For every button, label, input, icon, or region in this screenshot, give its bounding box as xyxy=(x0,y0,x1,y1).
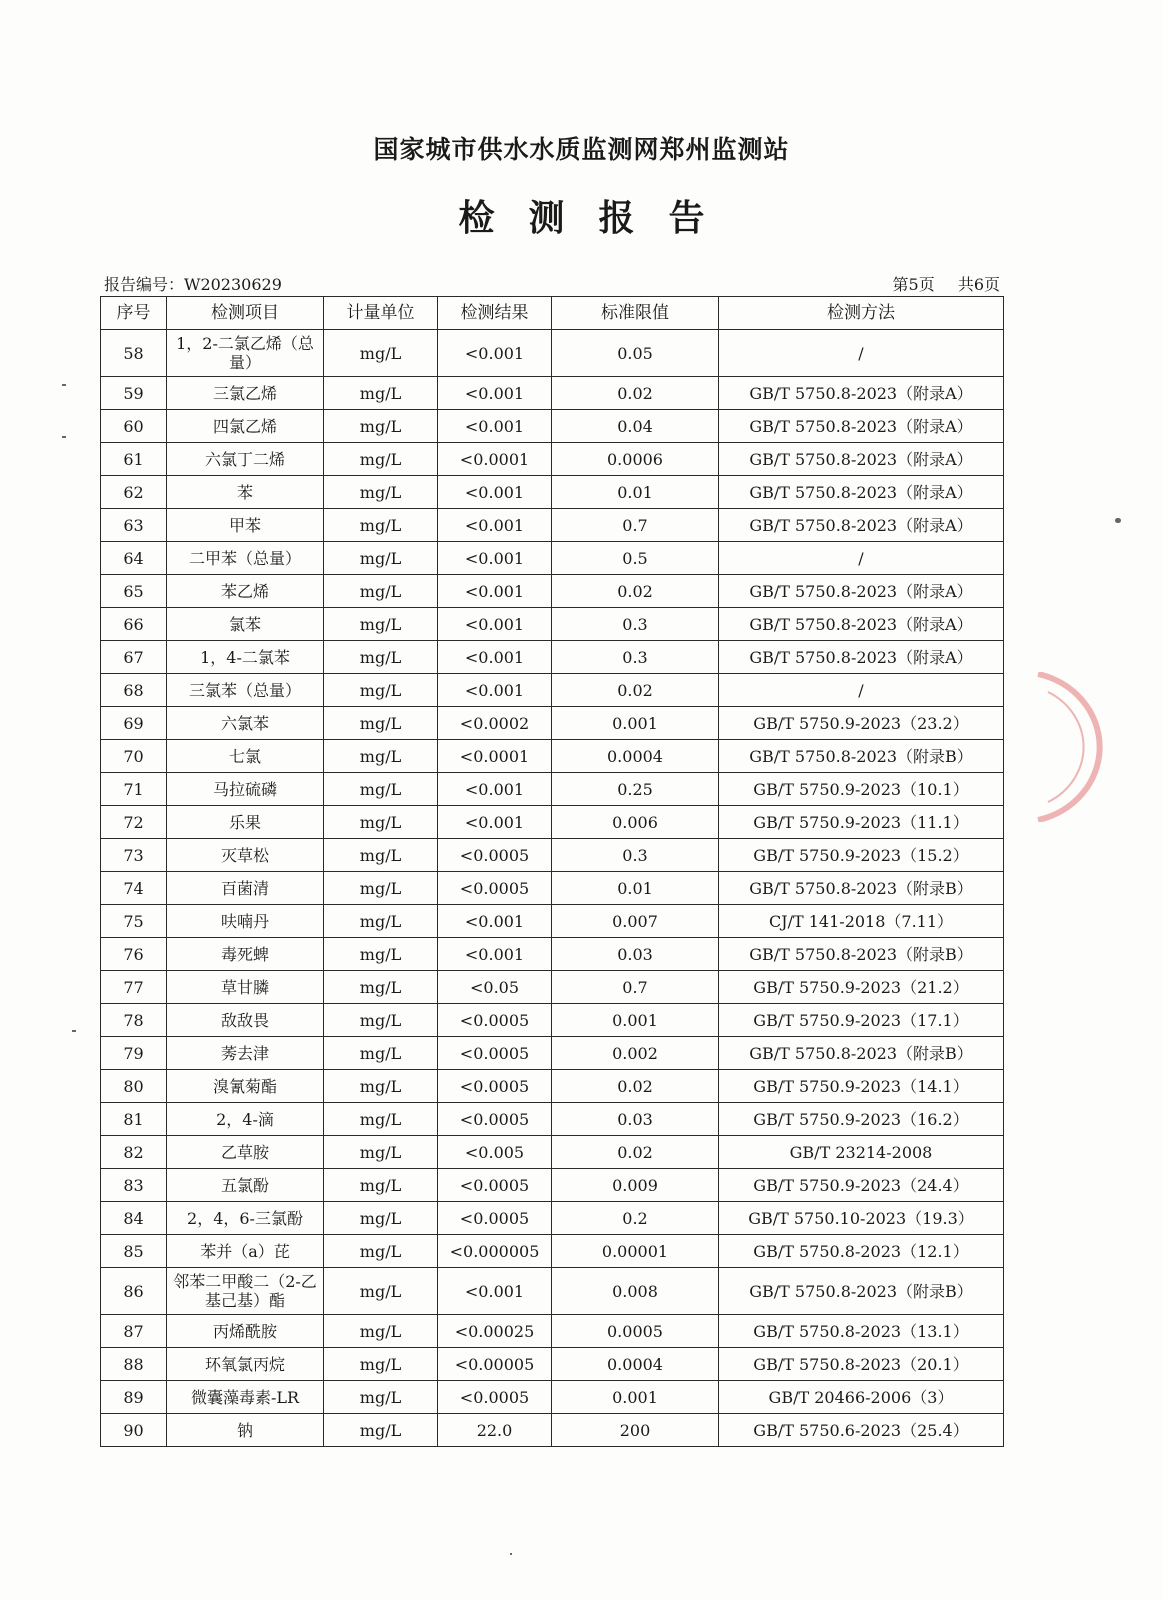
cell-limit: 0.7 xyxy=(552,971,719,1004)
table-row xyxy=(101,1315,1004,1348)
cell-no: 63 xyxy=(101,509,167,542)
cell-no: 69 xyxy=(101,707,167,740)
cell-item: 环氧氯丙烷 xyxy=(167,1348,324,1381)
cell-no: 82 xyxy=(101,1136,167,1169)
cell-unit: mg/L xyxy=(324,1414,438,1447)
cell-item: 百菌清 xyxy=(167,872,324,905)
cell-unit: mg/L xyxy=(324,1070,438,1103)
cell-item: 苯乙烯 xyxy=(167,575,324,608)
cell-item: 三氯苯（总量） xyxy=(167,674,324,707)
cell-item: 六氯丁二烯 xyxy=(167,443,324,476)
col-header-no: 序号 xyxy=(101,297,167,330)
cell-item: 甲苯 xyxy=(167,509,324,542)
table-row xyxy=(101,443,1004,476)
cell-method: GB/T 5750.8-2023（附录A） xyxy=(719,443,1004,476)
cell-unit: mg/L xyxy=(324,674,438,707)
cell-limit: 200 xyxy=(552,1414,719,1447)
cell-item: 苯 xyxy=(167,476,324,509)
cell-unit: mg/L xyxy=(324,641,438,674)
cell-item: 毒死蜱 xyxy=(167,938,324,971)
col-header-method: 检测方法 xyxy=(719,297,1004,330)
cell-limit: 0.00001 xyxy=(552,1235,719,1268)
cell-method: GB/T 5750.9-2023（23.2） xyxy=(719,707,1004,740)
cell-result: <0.001 xyxy=(438,542,552,575)
cell-method: / xyxy=(719,542,1004,575)
cell-unit: mg/L xyxy=(324,1381,438,1414)
cell-result: <0.00025 xyxy=(438,1315,552,1348)
cell-result: <0.0002 xyxy=(438,707,552,740)
cell-item: 莠去津 xyxy=(167,1037,324,1070)
table-row xyxy=(101,1004,1004,1037)
table-row xyxy=(101,971,1004,1004)
table-row xyxy=(101,1381,1004,1414)
cell-item: 马拉硫磷 xyxy=(167,773,324,806)
cell-limit: 0.02 xyxy=(552,1136,719,1169)
cell-method: GB/T 5750.8-2023（附录B） xyxy=(719,740,1004,773)
seal-arc xyxy=(1038,674,1100,820)
cell-method: GB/T 5750.8-2023（附录A） xyxy=(719,509,1004,542)
table-row xyxy=(101,1136,1004,1169)
cell-limit: 0.0005 xyxy=(552,1315,719,1348)
cell-item: 敌敌畏 xyxy=(167,1004,324,1037)
cell-item: 邻苯二甲酸二（2-乙基己基）酯 xyxy=(167,1268,324,1315)
table-row xyxy=(101,641,1004,674)
cell-unit: mg/L xyxy=(324,1268,438,1315)
table-row xyxy=(101,509,1004,542)
cell-limit: 0.05 xyxy=(552,330,719,377)
cell-result: <0.0005 xyxy=(438,1004,552,1037)
cell-unit: mg/L xyxy=(324,1315,438,1348)
cell-no: 75 xyxy=(101,905,167,938)
table-row xyxy=(101,377,1004,410)
cell-no: 73 xyxy=(101,839,167,872)
cell-method: GB/T 5750.9-2023（15.2） xyxy=(719,839,1004,872)
cell-unit: mg/L xyxy=(324,1169,438,1202)
cell-method: GB/T 5750.8-2023（12.1） xyxy=(719,1235,1004,1268)
cell-no: 61 xyxy=(101,443,167,476)
cell-method: GB/T 5750.8-2023（附录A） xyxy=(719,575,1004,608)
cell-no: 80 xyxy=(101,1070,167,1103)
cell-item: 五氯酚 xyxy=(167,1169,324,1202)
table-row xyxy=(101,740,1004,773)
cell-limit: 0.03 xyxy=(552,1103,719,1136)
cell-result: 22.0 xyxy=(438,1414,552,1447)
cell-unit: mg/L xyxy=(324,1037,438,1070)
cell-item: 氯苯 xyxy=(167,608,324,641)
table-row xyxy=(101,330,1004,377)
cell-no: 90 xyxy=(101,1414,167,1447)
report-number: 报告编号：W20230629 xyxy=(104,275,282,294)
cell-unit: mg/L xyxy=(324,905,438,938)
cell-no: 59 xyxy=(101,377,167,410)
table-row xyxy=(101,773,1004,806)
cell-no: 79 xyxy=(101,1037,167,1070)
cell-limit: 0.001 xyxy=(552,1004,719,1037)
cell-method: GB/T 5750.8-2023（附录A） xyxy=(719,377,1004,410)
cell-result: <0.0005 xyxy=(438,1070,552,1103)
results-table xyxy=(100,296,1004,1447)
cell-item: 苯并（a）芘 xyxy=(167,1235,324,1268)
cell-no: 60 xyxy=(101,410,167,443)
cell-method: GB/T 5750.6-2023（25.4） xyxy=(719,1414,1004,1447)
cell-limit: 0.3 xyxy=(552,839,719,872)
table-row xyxy=(101,938,1004,971)
cell-method: / xyxy=(719,674,1004,707)
cell-no: 85 xyxy=(101,1235,167,1268)
cell-no: 84 xyxy=(101,1202,167,1235)
cell-method: GB/T 5750.8-2023（附录A） xyxy=(719,641,1004,674)
cell-unit: mg/L xyxy=(324,476,438,509)
cell-item: 六氯苯 xyxy=(167,707,324,740)
cell-unit: mg/L xyxy=(324,938,438,971)
cell-limit: 0.03 xyxy=(552,938,719,971)
cell-method: / xyxy=(719,330,1004,377)
cell-no: 77 xyxy=(101,971,167,1004)
cell-unit: mg/L xyxy=(324,330,438,377)
cell-limit: 0.5 xyxy=(552,542,719,575)
table-body xyxy=(101,330,1004,1447)
cell-method: GB/T 23214-2008 xyxy=(719,1136,1004,1169)
table-header-row xyxy=(101,297,1004,330)
cell-no: 72 xyxy=(101,806,167,839)
cell-result: <0.001 xyxy=(438,938,552,971)
cell-result: <0.001 xyxy=(438,773,552,806)
cell-result: <0.001 xyxy=(438,608,552,641)
cell-result: <0.0001 xyxy=(438,443,552,476)
cell-no: 74 xyxy=(101,872,167,905)
cell-unit: mg/L xyxy=(324,377,438,410)
cell-unit: mg/L xyxy=(324,773,438,806)
cell-method: GB/T 5750.8-2023（附录B） xyxy=(719,938,1004,971)
cell-unit: mg/L xyxy=(324,542,438,575)
col-header-unit: 计量单位 xyxy=(324,297,438,330)
cell-limit: 0.01 xyxy=(552,872,719,905)
cell-unit: mg/L xyxy=(324,1103,438,1136)
cell-item: 1，4-二氯苯 xyxy=(167,641,324,674)
cell-item: 微囊藻毒素-LR xyxy=(167,1381,324,1414)
cell-result: <0.0005 xyxy=(438,872,552,905)
cell-no: 68 xyxy=(101,674,167,707)
cell-item: 二甲苯（总量） xyxy=(167,542,324,575)
table-row xyxy=(101,1268,1004,1315)
cell-item: 2，4-滴 xyxy=(167,1103,324,1136)
page-total: 共6页 xyxy=(957,275,1000,294)
cell-method: GB/T 5750.8-2023（附录A） xyxy=(719,410,1004,443)
cell-unit: mg/L xyxy=(324,410,438,443)
cell-limit: 0.01 xyxy=(552,476,719,509)
cell-result: <0.001 xyxy=(438,476,552,509)
cell-method: GB/T 5750.9-2023（17.1） xyxy=(719,1004,1004,1037)
cell-result: <0.00005 xyxy=(438,1348,552,1381)
cell-item: 三氯乙烯 xyxy=(167,377,324,410)
cell-result: <0.001 xyxy=(438,575,552,608)
official-seal xyxy=(1030,672,1120,822)
cell-item: 乐果 xyxy=(167,806,324,839)
cell-result: <0.001 xyxy=(438,377,552,410)
cell-item: 灭草松 xyxy=(167,839,324,872)
table-row xyxy=(101,1037,1004,1070)
cell-result: <0.0005 xyxy=(438,1202,552,1235)
cell-method: GB/T 5750.9-2023（16.2） xyxy=(719,1103,1004,1136)
cell-result: <0.005 xyxy=(438,1136,552,1169)
cell-item: 草甘膦 xyxy=(167,971,324,1004)
col-header-item: 检测项目 xyxy=(167,297,324,330)
col-header-result: 检测结果 xyxy=(438,297,552,330)
cell-no: 86 xyxy=(101,1268,167,1315)
cell-limit: 0.006 xyxy=(552,806,719,839)
table-row xyxy=(101,839,1004,872)
cell-limit: 0.002 xyxy=(552,1037,719,1070)
cell-result: <0.0005 xyxy=(438,1103,552,1136)
col-header-limit: 标准限值 xyxy=(552,297,719,330)
cell-no: 66 xyxy=(101,608,167,641)
table-row xyxy=(101,542,1004,575)
page-indicator xyxy=(893,272,1000,295)
report-title: 检测报告 xyxy=(458,198,739,239)
table-row xyxy=(101,707,1004,740)
table-row xyxy=(101,1169,1004,1202)
cell-no: 65 xyxy=(101,575,167,608)
cell-method: GB/T 5750.10-2023（19.3） xyxy=(719,1202,1004,1235)
cell-unit: mg/L xyxy=(324,872,438,905)
cell-item: 呋喃丹 xyxy=(167,905,324,938)
cell-no: 58 xyxy=(101,330,167,377)
table-row xyxy=(101,410,1004,443)
cell-limit: 0.0004 xyxy=(552,740,719,773)
cell-limit: 0.008 xyxy=(552,1268,719,1315)
cell-item: 2，4，6-三氯酚 xyxy=(167,1202,324,1235)
cell-limit: 0.04 xyxy=(552,410,719,443)
cell-unit: mg/L xyxy=(324,509,438,542)
cell-limit: 0.0006 xyxy=(552,443,719,476)
cell-limit: 0.2 xyxy=(552,1202,719,1235)
cell-result: <0.0005 xyxy=(438,1037,552,1070)
table-row xyxy=(101,674,1004,707)
cell-limit: 0.007 xyxy=(552,905,719,938)
cell-item: 溴氰菊酯 xyxy=(167,1070,324,1103)
cell-method: CJ/T 141-2018（7.11） xyxy=(719,905,1004,938)
cell-unit: mg/L xyxy=(324,1235,438,1268)
cell-unit: mg/L xyxy=(324,443,438,476)
cell-unit: mg/L xyxy=(324,1004,438,1037)
table-row xyxy=(101,608,1004,641)
cell-result: <0.001 xyxy=(438,410,552,443)
cell-method: GB/T 5750.8-2023（附录A） xyxy=(719,476,1004,509)
cell-method: GB/T 5750.8-2023（20.1） xyxy=(719,1348,1004,1381)
cell-no: 67 xyxy=(101,641,167,674)
cell-unit: mg/L xyxy=(324,740,438,773)
page-number: 第5页 xyxy=(892,275,935,294)
table-row xyxy=(101,575,1004,608)
table-row xyxy=(101,476,1004,509)
cell-method: GB/T 5750.8-2023（附录A） xyxy=(719,608,1004,641)
cell-limit: 0.02 xyxy=(552,1070,719,1103)
cell-result: <0.0005 xyxy=(438,1381,552,1414)
cell-method: GB/T 5750.9-2023（14.1） xyxy=(719,1070,1004,1103)
cell-limit: 0.7 xyxy=(552,509,719,542)
cell-method: GB/T 20466-2006（3） xyxy=(719,1381,1004,1414)
table-row xyxy=(101,1414,1004,1447)
cell-no: 76 xyxy=(101,938,167,971)
cell-method: GB/T 5750.9-2023（11.1） xyxy=(719,806,1004,839)
cell-item: 七氯 xyxy=(167,740,324,773)
cell-limit: 0.001 xyxy=(552,1381,719,1414)
cell-method: GB/T 5750.8-2023（附录B） xyxy=(719,1037,1004,1070)
cell-unit: mg/L xyxy=(324,839,438,872)
cell-result: <0.001 xyxy=(438,1268,552,1315)
cell-no: 62 xyxy=(101,476,167,509)
cell-result: <0.001 xyxy=(438,905,552,938)
organization-name: 国家城市供水水质监测网郑州监测站 xyxy=(373,135,790,164)
cell-limit: 0.001 xyxy=(552,707,719,740)
cell-no: 81 xyxy=(101,1103,167,1136)
cell-limit: 0.02 xyxy=(552,575,719,608)
table-row xyxy=(101,1348,1004,1381)
cell-no: 83 xyxy=(101,1169,167,1202)
cell-method: GB/T 5750.8-2023（附录B） xyxy=(719,872,1004,905)
cell-unit: mg/L xyxy=(324,575,438,608)
cell-item: 丙烯酰胺 xyxy=(167,1315,324,1348)
cell-limit: 0.02 xyxy=(552,377,719,410)
cell-limit: 0.3 xyxy=(552,641,719,674)
table-row xyxy=(101,872,1004,905)
cell-unit: mg/L xyxy=(324,608,438,641)
table-row xyxy=(101,1235,1004,1268)
cell-item: 乙草胺 xyxy=(167,1136,324,1169)
cell-unit: mg/L xyxy=(324,1136,438,1169)
cell-result: <0.0001 xyxy=(438,740,552,773)
cell-result: <0.000005 xyxy=(438,1235,552,1268)
cell-limit: 0.0004 xyxy=(552,1348,719,1381)
cell-limit: 0.3 xyxy=(552,608,719,641)
table-row xyxy=(101,1070,1004,1103)
table-row xyxy=(101,905,1004,938)
cell-no: 87 xyxy=(101,1315,167,1348)
table-row xyxy=(101,806,1004,839)
cell-item: 四氯乙烯 xyxy=(167,410,324,443)
cell-no: 70 xyxy=(101,740,167,773)
cell-no: 78 xyxy=(101,1004,167,1037)
cell-result: <0.001 xyxy=(438,509,552,542)
cell-result: <0.001 xyxy=(438,674,552,707)
cell-limit: 0.25 xyxy=(552,773,719,806)
cell-unit: mg/L xyxy=(324,806,438,839)
cell-result: <0.0005 xyxy=(438,1169,552,1202)
cell-method: GB/T 5750.8-2023（附录B） xyxy=(719,1268,1004,1315)
cell-result: <0.001 xyxy=(438,641,552,674)
cell-item: 1，2-二氯乙烯（总量） xyxy=(167,330,324,377)
cell-no: 88 xyxy=(101,1348,167,1381)
cell-limit: 0.02 xyxy=(552,674,719,707)
cell-no: 71 xyxy=(101,773,167,806)
cell-no: 89 xyxy=(101,1381,167,1414)
cell-limit: 0.009 xyxy=(552,1169,719,1202)
cell-item: 钠 xyxy=(167,1414,324,1447)
table-row xyxy=(101,1103,1004,1136)
cell-no: 64 xyxy=(101,542,167,575)
cell-method: GB/T 5750.8-2023（13.1） xyxy=(719,1315,1004,1348)
cell-unit: mg/L xyxy=(324,971,438,1004)
cell-result: <0.001 xyxy=(438,330,552,377)
cell-unit: mg/L xyxy=(324,1348,438,1381)
table-row xyxy=(101,1202,1004,1235)
cell-unit: mg/L xyxy=(324,707,438,740)
cell-method: GB/T 5750.9-2023（21.2） xyxy=(719,971,1004,1004)
cell-method: GB/T 5750.9-2023（10.1） xyxy=(719,773,1004,806)
cell-unit: mg/L xyxy=(324,1202,438,1235)
cell-result: <0.05 xyxy=(438,971,552,1004)
cell-result: <0.0005 xyxy=(438,839,552,872)
cell-method: GB/T 5750.9-2023（24.4） xyxy=(719,1169,1004,1202)
cell-result: <0.001 xyxy=(438,806,552,839)
